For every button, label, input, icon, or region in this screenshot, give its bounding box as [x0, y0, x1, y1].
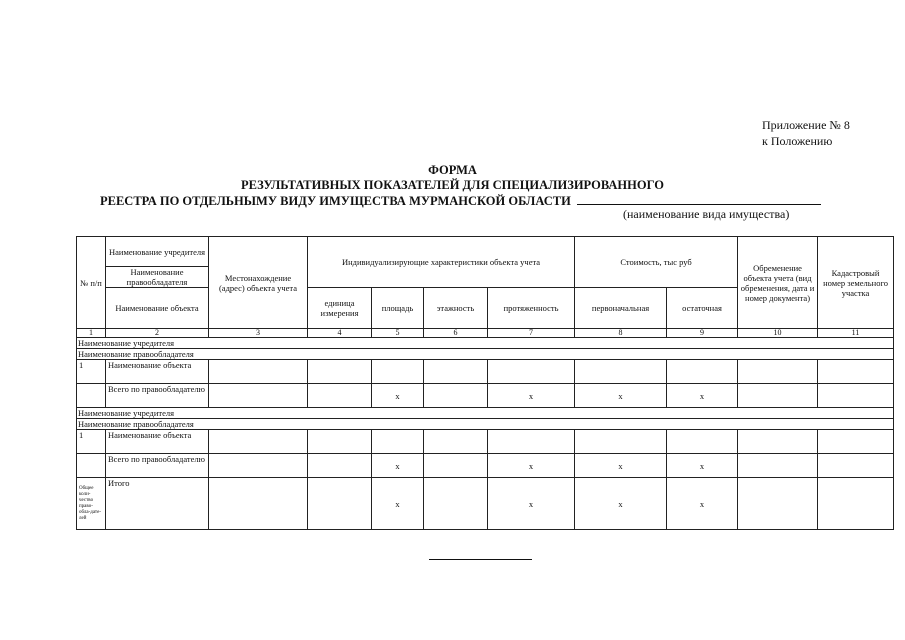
form-title: ФОРМА — [428, 163, 477, 177]
column-number: 11 — [818, 329, 894, 338]
column-number: 4 — [308, 329, 372, 338]
holder-total-row — [77, 384, 894, 408]
x-mark: x — [488, 384, 575, 408]
row-number: 1 — [77, 430, 106, 454]
x-mark: x — [667, 478, 738, 530]
x-mark: x — [575, 478, 667, 530]
column-number: 8 — [575, 329, 667, 338]
column-number: 6 — [424, 329, 488, 338]
column-number: 1 — [77, 329, 106, 338]
header-residual: остаточная — [667, 288, 738, 329]
object-row — [77, 430, 894, 454]
holder-label: Наименование правообладателя — [77, 419, 894, 430]
holder-row — [77, 419, 894, 430]
holders-count-note: Общее коли-чество право-обла-дате-лей — [77, 478, 106, 530]
x-mark: x — [575, 384, 667, 408]
header-length: протяженность — [488, 288, 575, 329]
column-numbers-row — [77, 329, 894, 338]
header-location: Местонахождение (адрес) объекта учета — [209, 237, 308, 329]
header-floors: этажность — [424, 288, 488, 329]
holder-total-row — [77, 454, 894, 478]
x-mark: x — [575, 454, 667, 478]
column-number: 5 — [372, 329, 424, 338]
header-founder: Наименование учредителя — [106, 237, 209, 267]
object-label: Наименование объекта — [106, 430, 209, 454]
holder-total-label: Всего по правообладателю — [106, 454, 209, 478]
founder-row — [77, 338, 894, 349]
header-holder: Наименование правообладателя — [106, 267, 209, 288]
column-number: 3 — [209, 329, 308, 338]
header-cost: Стоимость, тыс руб — [575, 237, 738, 288]
property-type-blank-line — [577, 193, 821, 205]
holder-row — [77, 349, 894, 360]
property-type-note: (наименование вида имущества) — [623, 207, 790, 221]
founder-row — [77, 408, 894, 419]
appendix-reference: к Положению — [762, 134, 833, 148]
header-cadastral: Кадастровый номер земельного участка — [818, 237, 894, 329]
header-area: площадь — [372, 288, 424, 329]
x-mark: x — [667, 384, 738, 408]
header-initial: первоначальная — [575, 288, 667, 329]
x-mark: x — [372, 454, 424, 478]
column-number: 9 — [667, 329, 738, 338]
header-encumbrance: Обременение объекта учета (вид обременения, дата и номер документа) — [738, 237, 818, 329]
header-object: Наименование объекта — [106, 288, 209, 329]
closing-line — [429, 559, 532, 560]
header-unit: единица измерения — [308, 288, 372, 329]
register-table — [76, 236, 894, 530]
x-mark: x — [372, 478, 424, 530]
founder-label: Наименование учредителя — [77, 338, 894, 349]
object-row — [77, 360, 894, 384]
appendix-block — [762, 117, 850, 149]
holder-label: Наименование правообладателя — [77, 349, 894, 360]
column-number: 10 — [738, 329, 818, 338]
holder-total-label: Всего по правообладателю — [106, 384, 209, 408]
column-number: 2 — [106, 329, 209, 338]
form-subtitle-2: РЕЕСТРА ПО ОТДЕЛЬНЫМУ ВИДУ ИМУЩЕСТВА МУРМАНСКОЙ ОБЛАСТИ — [100, 194, 571, 208]
x-mark: x — [488, 478, 575, 530]
header-num: № п/п — [77, 237, 106, 329]
x-mark: x — [488, 454, 575, 478]
grand-total-label: Итого — [106, 478, 209, 530]
founder-label: Наименование учредителя — [77, 408, 894, 419]
object-label: Наименование объекта — [106, 360, 209, 384]
row-number: 1 — [77, 360, 106, 384]
appendix-number: Приложение № 8 — [762, 118, 850, 132]
header-individual: Индивидуализирующие характеристики объекта учета — [308, 237, 575, 288]
x-mark: x — [667, 454, 738, 478]
form-subtitle-1: РЕЗУЛЬТАТИВНЫХ ПОКАЗАТЕЛЕЙ ДЛЯ СПЕЦИАЛИЗИРОВАННОГО — [241, 178, 664, 192]
x-mark: x — [372, 384, 424, 408]
grand-total-row — [77, 478, 894, 530]
column-number: 7 — [488, 329, 575, 338]
